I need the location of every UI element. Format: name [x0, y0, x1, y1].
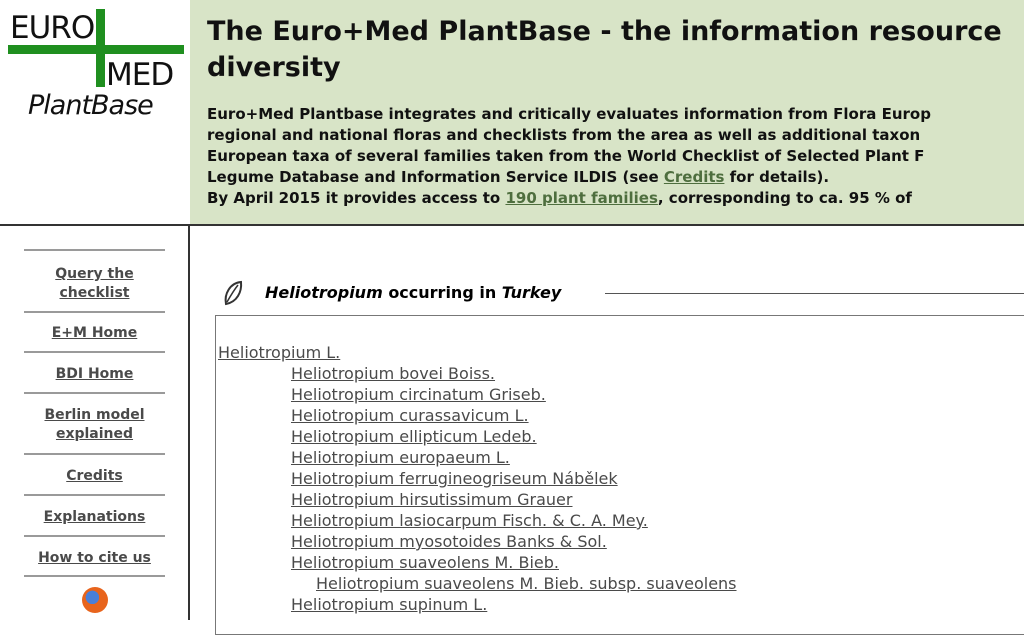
- sidebar-item-bdi-home[interactable]: BDI Home: [55, 366, 134, 382]
- taxon-link[interactable]: Heliotropium L.: [218, 343, 341, 362]
- taxon-link[interactable]: Heliotropium supinum L.: [291, 595, 488, 614]
- taxon-link[interactable]: Heliotropium myosotoides Banks & Sol.: [291, 532, 607, 551]
- sidebar-divider: [24, 575, 165, 577]
- logo-euro-text: EURO: [10, 10, 95, 46]
- taxon-link[interactable]: Heliotropium ellipticum Ledeb.: [291, 427, 537, 446]
- firefox-icon[interactable]: [82, 587, 108, 613]
- euromed-logo[interactable]: [8, 6, 186, 121]
- sidebar-divider: [24, 494, 165, 496]
- list-item: [216, 510, 737, 531]
- sidebar-divider: [24, 249, 165, 251]
- section-occurring: occurring in: [388, 283, 497, 302]
- leaf-icon: [222, 280, 244, 306]
- sidebar-item-cite[interactable]: How to cite us: [38, 550, 151, 566]
- taxon-link[interactable]: Heliotropium europaeum L.: [291, 448, 510, 467]
- taxon-link[interactable]: Heliotropium suaveolens M. Bieb.: [291, 553, 559, 572]
- list-item: [216, 384, 737, 405]
- intro-text: [207, 104, 1024, 209]
- page-title-line2: diversity: [207, 52, 341, 83]
- list-item: [216, 363, 737, 384]
- intro-line1: Euro+Med Plantbase integrates and critically evaluates information from Flora Europ: [207, 105, 931, 123]
- page-title: [207, 14, 1024, 86]
- section-genus: Heliotropium: [265, 283, 383, 302]
- list-item: [216, 447, 737, 468]
- section-divider: [605, 293, 1024, 294]
- header-banner: [190, 0, 1024, 224]
- main-content: [190, 226, 1024, 620]
- list-item: [216, 426, 737, 447]
- list-item: [216, 531, 737, 552]
- sidebar-item-em-home[interactable]: E+M Home: [51, 325, 138, 341]
- taxon-link[interactable]: Heliotropium bovei Boiss.: [291, 364, 496, 383]
- sidebar-item-credits[interactable]: Credits: [66, 468, 123, 484]
- taxon-link[interactable]: Heliotropium suaveolens M. Bieb. subsp. suaveolens: [316, 574, 737, 593]
- list-item: [216, 342, 737, 363]
- section-country: Turkey: [501, 283, 562, 302]
- sidebar-item-explanations[interactable]: Explanations: [43, 509, 146, 525]
- taxon-link[interactable]: Heliotropium circinatum Griseb.: [291, 385, 546, 404]
- taxon-link[interactable]: Heliotropium ferrugineogriseum Nábělek: [291, 469, 618, 488]
- list-item: [216, 594, 737, 615]
- list-item: [216, 552, 737, 573]
- intro-line4-post: for details).: [724, 168, 830, 186]
- credits-inline-link[interactable]: Credits: [663, 168, 725, 186]
- sidebar-nav: [0, 226, 190, 620]
- taxa-list-box: [215, 315, 1024, 635]
- taxon-link[interactable]: Heliotropium lasiocarpum Fisch. & C. A. Mey.: [291, 511, 648, 530]
- sidebar-item-berlin-model[interactable]: Berlin model explained: [44, 407, 145, 442]
- list-item: [216, 573, 737, 594]
- sidebar-divider: [24, 351, 165, 353]
- intro-line2: regional and national floras and checklists from the area as well as additional taxon: [207, 126, 921, 144]
- logo-plantbase-text: PlantBase: [28, 90, 153, 121]
- list-item: [216, 405, 737, 426]
- intro-line3: European taxa of several families taken from the World Checklist of Selected Plant F: [207, 147, 925, 165]
- intro-line4-pre: Legume Database and Information Service ILDIS (see: [207, 168, 664, 186]
- logo-area: [0, 0, 191, 224]
- taxon-link[interactable]: Heliotropium curassavicum L.: [291, 406, 529, 425]
- taxon-link[interactable]: Heliotropium hirsutissimum Grauer: [291, 490, 573, 509]
- list-item: [216, 489, 737, 510]
- taxa-list: [216, 342, 737, 615]
- sidebar-divider: [24, 535, 165, 537]
- logo-cross-horizontal: [8, 45, 184, 54]
- sidebar-divider: [24, 453, 165, 455]
- logo-med-text: MED: [106, 57, 174, 93]
- intro-line5-post: , corresponding to ca. 95 % of: [657, 189, 912, 207]
- sidebar-divider: [24, 311, 165, 313]
- sidebar-item-query[interactable]: Query the checklist: [55, 266, 134, 301]
- plant-families-link[interactable]: 190 plant families: [505, 189, 658, 207]
- intro-line5-pre: By April 2015 it provides access to: [207, 189, 506, 207]
- list-item: [216, 468, 737, 489]
- section-title: [265, 283, 561, 302]
- page-title-line1: The Euro+Med PlantBase - the information resource: [207, 16, 1002, 47]
- sidebar-divider: [24, 392, 165, 394]
